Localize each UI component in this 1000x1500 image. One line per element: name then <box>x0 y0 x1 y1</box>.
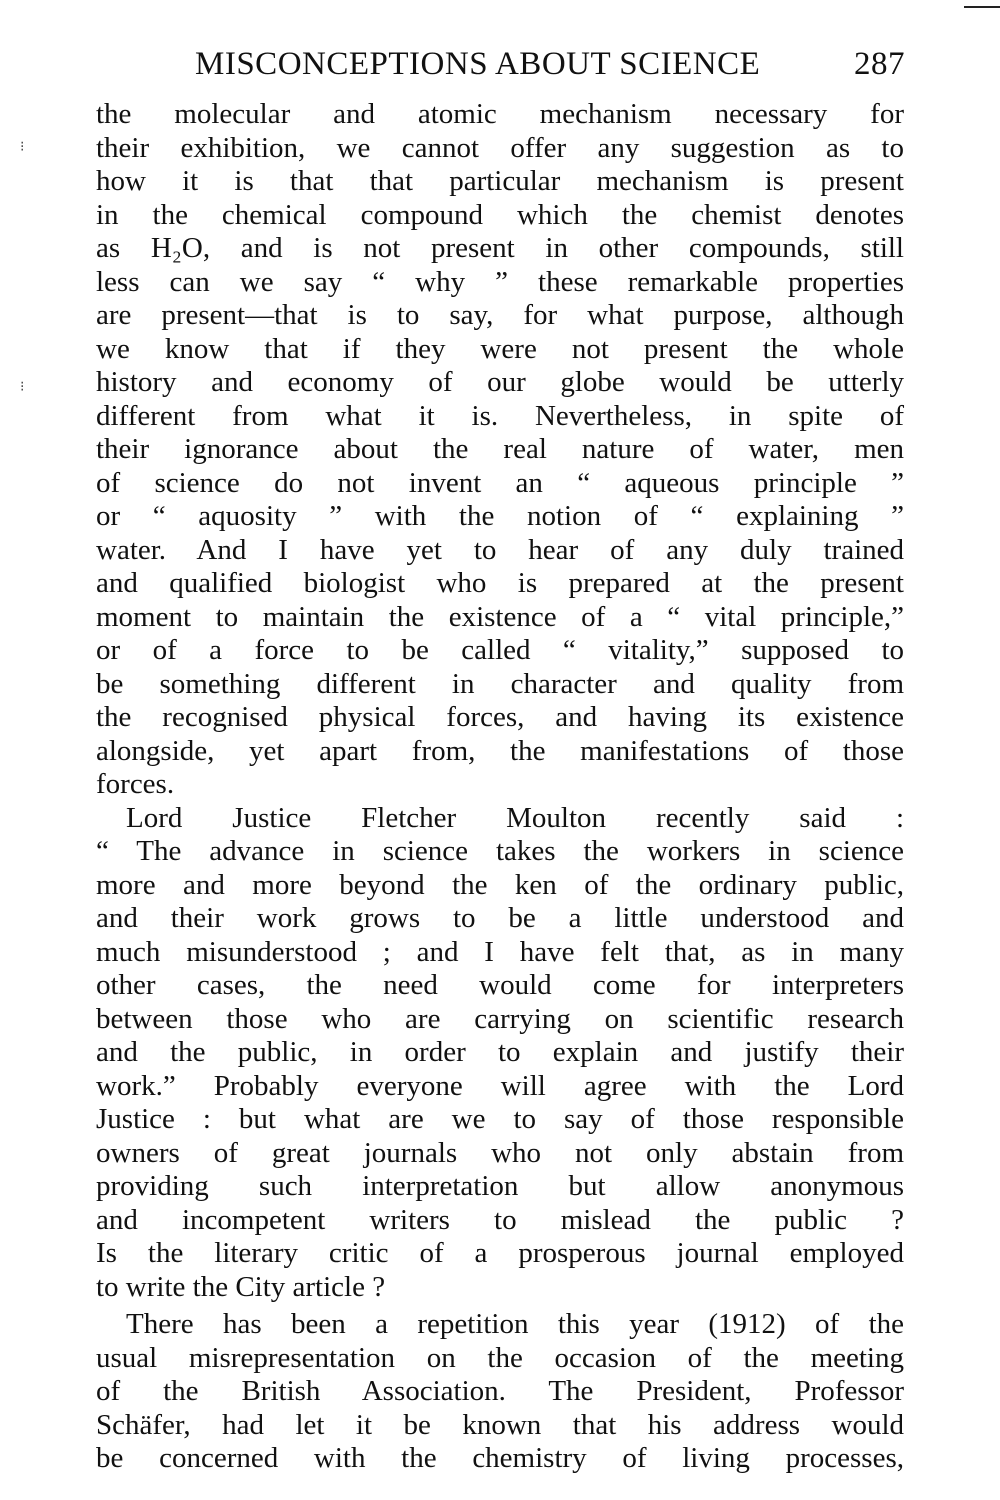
text-line: “ The advance in science takes the workers in science <box>96 835 904 867</box>
text-line: how it is that that particular mechanism is present <box>96 165 904 197</box>
scan-edge-rule <box>964 6 1000 8</box>
text-line: as H₂O, and is not present in other compounds, still <box>96 232 904 264</box>
text-line: other cases, the need would come for interpreters <box>96 969 904 1001</box>
text-line: Justice : but what are we to say of those responsible <box>96 1103 904 1135</box>
text-line: or “ aquosity ” with the notion of “ explaining ” <box>96 500 904 532</box>
text-line: more and more beyond the ken of the ordinary public, <box>96 868 904 901</box>
text-line: providing such interpretation but allow anonymous <box>96 1170 904 1202</box>
text-line: and incompetent writers to mislead the public ? <box>96 1203 904 1236</box>
text-line: history and economy of our globe would be utterly <box>96 366 904 398</box>
text-line: be something different in character and quality from <box>96 667 904 700</box>
text-line: we know that if they were not present the whole <box>96 332 904 365</box>
text-line: be concerned with the chemistry of living processes, <box>96 1442 904 1474</box>
text-line: owners of great journals who not only abstain from <box>96 1136 904 1169</box>
page-body <box>96 98 904 1476</box>
page-header <box>195 40 905 90</box>
text-line: less can we say “ why ” these remarkable properties <box>96 265 904 298</box>
paragraph-2 <box>96 802 904 1305</box>
text-line: different from what it is. Nevertheless, in spite of <box>96 399 904 432</box>
paragraph-1 <box>96 98 904 802</box>
text-line: work.” Probably everyone will agree with the Lord <box>96 1069 904 1102</box>
margin-speck: ⁝ <box>20 139 25 155</box>
text-line: usual misrepresentation on the occasion of the meeting <box>96 1341 904 1374</box>
text-line: alongside, yet apart from, the manifestations of those <box>96 734 904 767</box>
text-line: Lord Justice Fletcher Moulton recently said : <box>126 801 904 834</box>
text-line: the molecular and atomic mechanism necessary for <box>96 98 904 130</box>
text-line: and the public, in order to explain and justify their <box>96 1036 904 1068</box>
text-line: are present—that is to say, for what purpose, although <box>96 299 904 331</box>
margin-speck: ⁝ <box>20 379 25 395</box>
text-line: the recognised physical forces, and having its existence <box>96 701 904 733</box>
page-number: 287 <box>854 46 905 82</box>
text-line: or of a force to be called “ vitality,” supposed to <box>96 634 904 666</box>
text-line: of the British Association. The President, Professor <box>96 1375 904 1407</box>
text-line: forces. <box>96 768 175 800</box>
text-line: in the chemical compound which the chemist denotes <box>96 198 904 231</box>
text-line: their ignorance about the real nature of water, men <box>96 433 904 465</box>
running-head: MISCONCEPTIONS ABOUT SCIENCE <box>195 46 761 82</box>
text-line: to write the City article ? <box>96 1270 386 1303</box>
text-line: much misunderstood ; and I have felt that, as in many <box>96 935 904 968</box>
text-line: water. And I have yet to hear of any duly trained <box>96 533 904 566</box>
paragraph-3 <box>96 1308 904 1476</box>
text-line: their exhibition, we cannot offer any suggestion as to <box>96 131 904 164</box>
text-line: moment to maintain the existence of a “ vital principle,” <box>96 600 904 633</box>
text-line: and qualified biologist who is prepared at the present <box>96 567 904 599</box>
text-line: Schäfer, had let it be known that his address would <box>96 1408 904 1441</box>
text-line: between those who are carrying on scientific research <box>96 1002 904 1035</box>
text-line: There has been a repetition this year (1912) of the <box>126 1308 904 1340</box>
text-line: Is the literary critic of a prosperous journal employed <box>96 1237 904 1269</box>
text-line: of science do not invent an “ aqueous principle ” <box>96 466 904 499</box>
text-line: and their work grows to be a little understood and <box>96 902 904 934</box>
